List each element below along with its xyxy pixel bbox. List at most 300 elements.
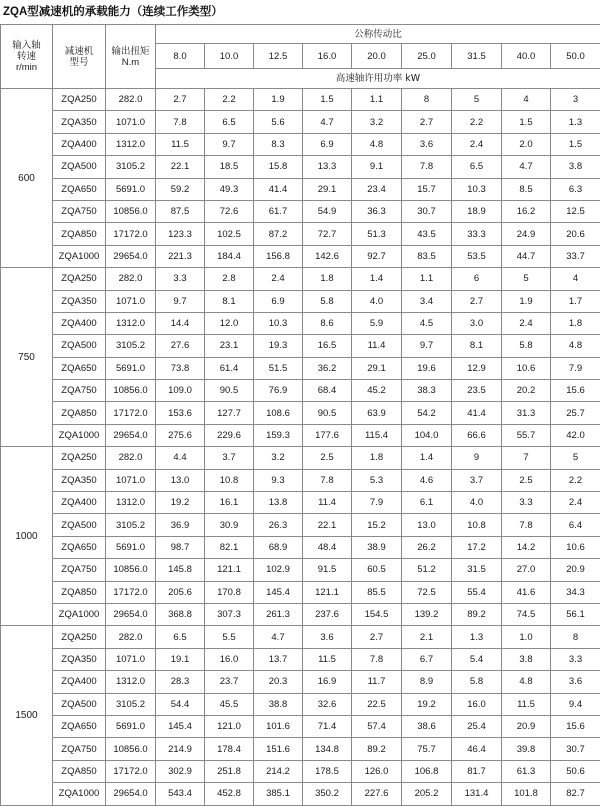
power-cell: 101.8 — [502, 783, 551, 805]
table-row — [1, 492, 600, 514]
power-cell: 2.4 — [452, 133, 502, 155]
table-row — [1, 245, 600, 267]
model-cell: ZQA750 — [53, 380, 106, 402]
power-cell: 3.7 — [452, 469, 502, 491]
power-cell: 9.7 — [156, 290, 205, 312]
table-row — [1, 223, 600, 245]
power-cell: 9 — [452, 447, 502, 469]
power-cell: 22.5 — [352, 693, 402, 715]
power-cell: 29.1 — [352, 357, 402, 379]
power-cell: 1.8 — [303, 268, 352, 290]
torque-cell: 29654.0 — [106, 783, 156, 805]
power-cell: 275.6 — [156, 424, 205, 446]
power-cell: 26.3 — [254, 514, 303, 536]
power-cell: 4.8 — [551, 335, 600, 357]
power-cell: 20.6 — [551, 223, 600, 245]
power-cell: 6.9 — [254, 290, 303, 312]
torque-cell: 17172.0 — [106, 223, 156, 245]
power-cell: 72.5 — [402, 581, 452, 603]
table-row — [1, 559, 600, 581]
power-cell: 45.2 — [352, 380, 402, 402]
power-cell: 3.8 — [502, 648, 551, 670]
power-cell: 87.2 — [254, 223, 303, 245]
power-cell: 385.1 — [254, 783, 303, 805]
table-row — [1, 626, 600, 648]
power-cell: 55.4 — [452, 581, 502, 603]
model-cell: ZQA400 — [53, 312, 106, 334]
power-cell: 82.1 — [205, 536, 254, 558]
header-ratio-0: 8.0 — [156, 44, 205, 69]
power-cell: 6.3 — [551, 178, 600, 200]
power-cell: 36.3 — [352, 200, 402, 222]
power-cell: 9.7 — [402, 335, 452, 357]
table-row — [1, 536, 600, 558]
power-cell: 81.7 — [452, 760, 502, 782]
model-cell: ZQA1000 — [53, 783, 106, 805]
power-cell: 156.8 — [254, 245, 303, 267]
torque-cell: 282.0 — [106, 626, 156, 648]
power-cell: 9.7 — [205, 133, 254, 155]
power-cell: 5.8 — [303, 290, 352, 312]
power-cell: 5 — [551, 447, 600, 469]
model-cell: ZQA350 — [53, 648, 106, 670]
power-cell: 27.0 — [502, 559, 551, 581]
power-cell: 302.9 — [156, 760, 205, 782]
power-cell: 145.4 — [156, 715, 205, 737]
power-cell: 15.2 — [352, 514, 402, 536]
power-cell: 3.8 — [551, 156, 600, 178]
power-cell: 55.7 — [502, 424, 551, 446]
model-cell: ZQA350 — [53, 290, 106, 312]
power-cell: 25.7 — [551, 402, 600, 424]
model-cell: ZQA650 — [53, 536, 106, 558]
power-cell: 6.9 — [303, 133, 352, 155]
torque-cell: 1071.0 — [106, 648, 156, 670]
power-cell: 61.7 — [254, 200, 303, 222]
model-cell: ZQA1000 — [53, 603, 106, 625]
power-cell: 5.4 — [452, 648, 502, 670]
power-cell: 53.5 — [452, 245, 502, 267]
power-cell: 1.8 — [551, 312, 600, 334]
power-cell: 115.4 — [352, 424, 402, 446]
model-cell: ZQA750 — [53, 200, 106, 222]
input-speed-cell: 750 — [1, 268, 53, 447]
model-cell: ZQA350 — [53, 111, 106, 133]
power-cell: 5 — [502, 268, 551, 290]
table-row — [1, 312, 600, 334]
model-cell: ZQA850 — [53, 223, 106, 245]
power-cell: 13.0 — [402, 514, 452, 536]
power-cell: 10.6 — [551, 536, 600, 558]
model-cell: ZQA500 — [53, 514, 106, 536]
power-cell: 19.3 — [254, 335, 303, 357]
power-cell: 3.3 — [502, 492, 551, 514]
torque-cell: 10856.0 — [106, 738, 156, 760]
power-cell: 8.1 — [452, 335, 502, 357]
power-cell: 11.5 — [303, 648, 352, 670]
power-cell: 307.3 — [205, 603, 254, 625]
input-speed-cell: 1500 — [1, 626, 53, 805]
header-ratio-8: 50.0 — [551, 44, 600, 69]
table-row — [1, 178, 600, 200]
power-cell: 7.8 — [303, 469, 352, 491]
power-cell: 83.5 — [402, 245, 452, 267]
power-cell: 11.5 — [156, 133, 205, 155]
power-cell: 5.9 — [352, 312, 402, 334]
power-cell: 90.5 — [205, 380, 254, 402]
power-cell: 41.4 — [452, 402, 502, 424]
power-cell: 10.6 — [502, 357, 551, 379]
power-cell: 50.6 — [551, 760, 600, 782]
power-cell: 2.5 — [502, 469, 551, 491]
power-cell: 2.7 — [402, 111, 452, 133]
power-cell: 22.1 — [303, 514, 352, 536]
power-cell: 1.4 — [402, 447, 452, 469]
power-cell: 34.3 — [551, 581, 600, 603]
power-cell: 121.0 — [205, 715, 254, 737]
power-cell: 14.4 — [156, 312, 205, 334]
power-cell: 38.8 — [254, 693, 303, 715]
power-cell: 11.4 — [352, 335, 402, 357]
power-cell: 154.5 — [352, 603, 402, 625]
power-cell: 6.7 — [402, 648, 452, 670]
power-cell: 24.9 — [502, 223, 551, 245]
power-cell: 2.1 — [402, 626, 452, 648]
power-cell: 38.6 — [402, 715, 452, 737]
power-cell: 10.8 — [452, 514, 502, 536]
torque-cell: 3105.2 — [106, 335, 156, 357]
torque-cell: 1312.0 — [106, 312, 156, 334]
table-row — [1, 156, 600, 178]
power-cell: 139.2 — [402, 603, 452, 625]
power-cell: 13.0 — [156, 469, 205, 491]
model-cell: ZQA650 — [53, 178, 106, 200]
power-cell: 2.2 — [452, 111, 502, 133]
power-cell: 4.0 — [452, 492, 502, 514]
power-cell: 8 — [402, 89, 452, 111]
power-cell: 4.7 — [254, 626, 303, 648]
power-cell: 71.4 — [303, 715, 352, 737]
power-cell: 452.8 — [205, 783, 254, 805]
model-cell: ZQA750 — [53, 559, 106, 581]
power-cell: 31.5 — [452, 559, 502, 581]
power-cell: 127.7 — [205, 402, 254, 424]
torque-cell: 5691.0 — [106, 536, 156, 558]
power-cell: 229.6 — [205, 424, 254, 446]
torque-cell: 10856.0 — [106, 380, 156, 402]
power-cell: 101.6 — [254, 715, 303, 737]
power-cell: 59.2 — [156, 178, 205, 200]
power-cell: 15.6 — [551, 715, 600, 737]
power-cell: 33.7 — [551, 245, 600, 267]
header-ratio-3: 16.0 — [303, 44, 352, 69]
power-cell: 205.6 — [156, 581, 205, 603]
torque-cell: 5691.0 — [106, 357, 156, 379]
power-cell: 22.1 — [156, 156, 205, 178]
torque-cell: 10856.0 — [106, 200, 156, 222]
power-cell: 2.0 — [502, 133, 551, 155]
table-body — [1, 89, 600, 806]
power-cell: 102.9 — [254, 559, 303, 581]
power-cell: 8.6 — [303, 312, 352, 334]
power-cell: 10.3 — [452, 178, 502, 200]
table-row — [1, 200, 600, 222]
header-ratio-5: 25.0 — [402, 44, 452, 69]
model-cell: ZQA500 — [53, 156, 106, 178]
power-cell: 1.3 — [551, 111, 600, 133]
power-cell: 237.6 — [303, 603, 352, 625]
power-cell: 85.5 — [352, 581, 402, 603]
header-input-speed — [1, 25, 53, 89]
power-cell: 8.9 — [402, 671, 452, 693]
power-cell: 134.8 — [303, 738, 352, 760]
power-cell: 17.2 — [452, 536, 502, 558]
table-row — [1, 514, 600, 536]
power-cell: 3.0 — [452, 312, 502, 334]
power-cell: 30.7 — [551, 738, 600, 760]
power-cell: 4.5 — [402, 312, 452, 334]
power-cell: 13.8 — [254, 492, 303, 514]
power-cell: 48.4 — [303, 536, 352, 558]
torque-cell: 1312.0 — [106, 492, 156, 514]
model-cell: ZQA400 — [53, 492, 106, 514]
power-cell: 5.3 — [352, 469, 402, 491]
power-cell: 68.4 — [303, 380, 352, 402]
power-cell: 16.9 — [303, 671, 352, 693]
table-row — [1, 380, 600, 402]
power-cell: 3.6 — [402, 133, 452, 155]
power-cell: 16.0 — [205, 648, 254, 670]
power-cell: 153.6 — [156, 402, 205, 424]
power-cell: 184.4 — [205, 245, 254, 267]
power-cell: 2.8 — [205, 268, 254, 290]
torque-cell: 1071.0 — [106, 469, 156, 491]
power-cell: 23.4 — [352, 178, 402, 200]
power-cell: 18.5 — [205, 156, 254, 178]
power-cell: 4.8 — [502, 671, 551, 693]
power-cell: 57.4 — [352, 715, 402, 737]
header-ratio-7: 40.0 — [502, 44, 551, 69]
power-cell: 7.8 — [156, 111, 205, 133]
torque-cell: 1071.0 — [106, 111, 156, 133]
power-cell: 251.8 — [205, 760, 254, 782]
power-cell: 205.2 — [402, 783, 452, 805]
power-cell: 4 — [551, 268, 600, 290]
table-row — [1, 402, 600, 424]
power-cell: 26.2 — [402, 536, 452, 558]
table-row — [1, 581, 600, 603]
power-cell: 106.8 — [402, 760, 452, 782]
power-cell: 61.4 — [205, 357, 254, 379]
power-cell: 126.0 — [352, 760, 402, 782]
torque-cell: 17172.0 — [106, 581, 156, 603]
power-cell: 43.5 — [402, 223, 452, 245]
power-cell: 131.4 — [452, 783, 502, 805]
power-cell: 11.4 — [303, 492, 352, 514]
table-row — [1, 133, 600, 155]
table-row — [1, 671, 600, 693]
model-cell: ZQA750 — [53, 738, 106, 760]
power-cell: 20.2 — [502, 380, 551, 402]
power-cell: 145.4 — [254, 581, 303, 603]
power-cell: 3.4 — [402, 290, 452, 312]
header-model-line1: 减速机 — [53, 46, 105, 57]
power-cell: 151.6 — [254, 738, 303, 760]
torque-cell: 282.0 — [106, 268, 156, 290]
torque-cell: 3105.2 — [106, 514, 156, 536]
power-cell: 142.6 — [303, 245, 352, 267]
model-cell: ZQA650 — [53, 357, 106, 379]
power-cell: 10.8 — [205, 469, 254, 491]
power-cell: 46.4 — [452, 738, 502, 760]
table-row — [1, 648, 600, 670]
power-cell: 11.5 — [502, 693, 551, 715]
power-cell: 54.2 — [402, 402, 452, 424]
power-cell: 16.2 — [502, 200, 551, 222]
power-cell: 2.5 — [303, 447, 352, 469]
power-cell: 1.9 — [502, 290, 551, 312]
power-cell: 123.3 — [156, 223, 205, 245]
power-cell: 9.4 — [551, 693, 600, 715]
power-cell: 104.0 — [402, 424, 452, 446]
power-cell: 2.4 — [254, 268, 303, 290]
power-cell: 178.4 — [205, 738, 254, 760]
header-output-torque-line1: 输出扭矩 — [106, 46, 155, 57]
power-cell: 42.0 — [551, 424, 600, 446]
power-cell: 90.5 — [303, 402, 352, 424]
power-cell: 20.9 — [502, 715, 551, 737]
power-cell: 19.1 — [156, 648, 205, 670]
torque-cell: 17172.0 — [106, 760, 156, 782]
power-cell: 4.6 — [402, 469, 452, 491]
model-cell: ZQA250 — [53, 89, 106, 111]
table-row — [1, 469, 600, 491]
power-cell: 89.2 — [352, 738, 402, 760]
power-cell: 45.5 — [205, 693, 254, 715]
power-cell: 368.8 — [156, 603, 205, 625]
power-cell: 7.9 — [352, 492, 402, 514]
torque-cell: 1312.0 — [106, 671, 156, 693]
model-cell: ZQA250 — [53, 268, 106, 290]
power-cell: 19.2 — [156, 492, 205, 514]
power-cell: 2.7 — [352, 626, 402, 648]
power-cell: 44.7 — [502, 245, 551, 267]
power-cell: 32.6 — [303, 693, 352, 715]
torque-cell: 5691.0 — [106, 178, 156, 200]
page-title: ZQA型减速机的承载能力（连续工作类型） — [0, 0, 600, 24]
table-row — [1, 693, 600, 715]
power-cell: 5.6 — [254, 111, 303, 133]
torque-cell: 282.0 — [106, 89, 156, 111]
power-cell: 221.3 — [156, 245, 205, 267]
model-cell: ZQA650 — [53, 715, 106, 737]
torque-cell: 1312.0 — [106, 133, 156, 155]
model-cell: ZQA500 — [53, 335, 106, 357]
power-cell: 68.9 — [254, 536, 303, 558]
model-cell: ZQA250 — [53, 626, 106, 648]
header-output-torque-unit: N.m — [106, 57, 155, 68]
power-cell: 15.8 — [254, 156, 303, 178]
power-cell: 61.3 — [502, 760, 551, 782]
power-cell: 23.1 — [205, 335, 254, 357]
table-row — [1, 357, 600, 379]
power-cell: 7 — [502, 447, 551, 469]
table-row — [1, 335, 600, 357]
power-cell: 1.7 — [551, 290, 600, 312]
model-cell: ZQA1000 — [53, 245, 106, 267]
power-cell: 4 — [502, 89, 551, 111]
power-cell: 7.8 — [402, 156, 452, 178]
power-cell: 41.6 — [502, 581, 551, 603]
table-header — [1, 25, 600, 89]
power-cell: 10.3 — [254, 312, 303, 334]
torque-cell: 3105.2 — [106, 693, 156, 715]
power-cell: 121.1 — [303, 581, 352, 603]
model-cell: ZQA500 — [53, 693, 106, 715]
power-cell: 23.5 — [452, 380, 502, 402]
model-cell: ZQA850 — [53, 760, 106, 782]
power-cell: 5.5 — [205, 626, 254, 648]
power-cell: 72.6 — [205, 200, 254, 222]
power-cell: 9.3 — [254, 469, 303, 491]
power-cell: 41.4 — [254, 178, 303, 200]
table-row — [1, 603, 600, 625]
table-row — [1, 111, 600, 133]
header-input-speed-line2: 转速 — [1, 51, 52, 62]
power-cell: 1.4 — [352, 268, 402, 290]
power-cell: 60.5 — [352, 559, 402, 581]
power-cell: 4.4 — [156, 447, 205, 469]
torque-cell: 29654.0 — [106, 424, 156, 446]
power-cell: 2.7 — [156, 89, 205, 111]
power-cell: 56.1 — [551, 603, 600, 625]
power-cell: 73.8 — [156, 357, 205, 379]
power-cell: 31.3 — [502, 402, 551, 424]
torque-cell: 3105.2 — [106, 156, 156, 178]
power-cell: 25.4 — [452, 715, 502, 737]
load-capacity-table — [0, 24, 600, 806]
power-cell: 9.1 — [352, 156, 402, 178]
power-cell: 7.8 — [502, 514, 551, 536]
model-cell: ZQA250 — [53, 447, 106, 469]
power-cell: 20.9 — [551, 559, 600, 581]
power-cell: 3.6 — [551, 671, 600, 693]
power-cell: 109.0 — [156, 380, 205, 402]
power-cell: 12.5 — [551, 200, 600, 222]
power-cell: 6.1 — [402, 492, 452, 514]
power-cell: 3.7 — [205, 447, 254, 469]
power-cell: 170.8 — [205, 581, 254, 603]
table-row — [1, 424, 600, 446]
power-cell: 29.1 — [303, 178, 352, 200]
table-row — [1, 447, 600, 469]
power-cell: 3.6 — [303, 626, 352, 648]
table-row — [1, 268, 600, 290]
power-cell: 5 — [452, 89, 502, 111]
power-cell: 87.5 — [156, 200, 205, 222]
power-cell: 39.8 — [502, 738, 551, 760]
power-cell: 7.9 — [551, 357, 600, 379]
power-cell: 2.2 — [551, 469, 600, 491]
power-cell: 98.7 — [156, 536, 205, 558]
power-cell: 102.5 — [205, 223, 254, 245]
power-cell: 7.8 — [352, 648, 402, 670]
power-cell: 8 — [551, 626, 600, 648]
header-ratio-6: 31.5 — [452, 44, 502, 69]
power-cell: 178.5 — [303, 760, 352, 782]
power-cell: 121.1 — [205, 559, 254, 581]
torque-cell: 5691.0 — [106, 715, 156, 737]
